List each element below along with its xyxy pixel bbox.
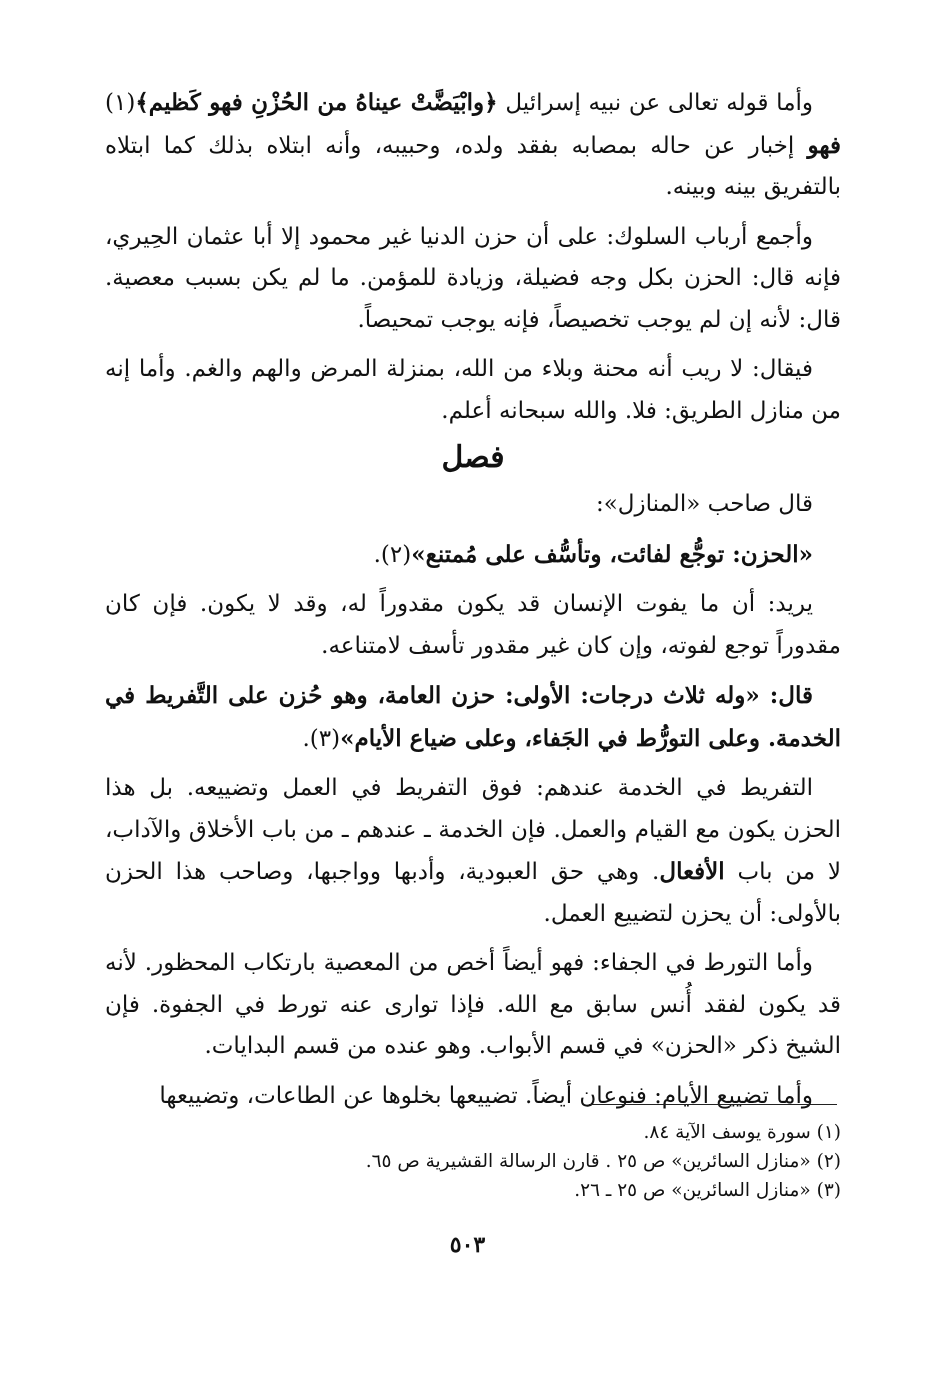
paragraph [105,1076,841,1118]
paragraph [105,675,841,760]
lower-text [105,484,841,1125]
bold-text-segment: فهو [807,131,841,159]
text-segment: (٣). [302,725,341,752]
bold-text-segment: الأفعال [659,858,725,885]
footnote: (٢) «منازل السائرين» ص ٢٥ . قارن الرسالة القشيرية ص ٦٥. [365,1151,841,1172]
text-segment: وأجمع أرباب السلوك: على أن حزن الدنيا غير محمود إلا أبا عثمان الحِيري، فإنه قال: الحزن بكل وجه فضيلة، وزيادة للمؤمن. ما لم يكن بسبب معصية. قال: لأنه إن لم يوجب تخصيصاً، فإنه يوجب تمحيصاً. [105,223,841,333]
text-segment: وأما قوله تعالى عن نبيه إسرائيل [497,90,814,116]
paragraph [105,82,841,209]
bold-text-segment: ﴿وابْيَضَّتْ عيناهُ من الحُزْنِ فهو كَظيم﴾ [135,89,498,116]
paragraph [105,534,841,577]
bold-text-segment: قال: «وله ثلاث درجات: الأولى: حزن العامة، وهو حُزن على التَّفريط في الخدمة. وعلى التورُّط في الجَفاء، وعلى ضياع الأيام» [105,682,841,752]
paragraph [105,584,841,667]
text-segment: (١) [105,90,136,116]
upper-text [105,82,841,440]
text-segment: إخبار عن حاله بمصابه بفقد ولده، وحبيبه، وأنه ابتلاه بذلك كما ابتلاه بالتفريق بينه وبينه. [105,132,841,200]
footnote: (١) سورة يوسف الآية ٨٤. [643,1122,841,1143]
footnote-rule [589,1104,837,1105]
footnote: (٣) «منازل السائرين» ص ٢٥ ـ ٢٦. [574,1180,841,1201]
text-segment: . وهي حق العبودية، وأدبها وواجبها، وصاحب هذا الحزن بالأولى: أن يحزن لتضييع العمل. [105,859,841,927]
text-segment: قال صاحب «المنازل»: [595,491,813,517]
footnotes [105,1118,841,1205]
paragraph [105,943,841,1068]
paragraph [105,217,841,342]
section-heading: فصل [441,440,505,475]
text-segment: وأما التورط في الجفاء: فهو أيضاً أخص من المعصية بارتكاب المحظور. لأنه قد يكون لفقد أُنس سابق مع الله. فإذا توارى عنه تورط في الجفوة. فإن الشيخ ذكر «الحزن» في قسم الأبواب. وهو عنده من قسم البدايات. [105,950,841,1059]
paragraph [105,484,841,526]
paragraph [105,768,841,935]
text-segment: (٢). [373,541,412,568]
paragraph [105,349,841,432]
text-segment: يريد: أن ما يفوت الإنسان قد يكون مقدوراً له، وقد لا يكون. فإن كان مقدوراً توجع لفوته، وإن كان غير مقدور تأسف لامتناعه. [105,591,841,659]
text-segment: التفريط في الخدمة عندهم: فوق التفريط في العمل وتضييعه. بل هذا الحزن يكون مع القيام والعمل. فإن الخدمة ـ عندهم ـ من باب الأخلاق والآداب، لا من باب [105,775,841,885]
section-heading-wrap [105,428,841,492]
text-segment: فيقال: لا ريب أنه محنة وبلاء من الله، بمنزلة المرض والهم والغم. وأما إنه من منازل الطريق: فلا. والله سبحانه أعلم. [105,356,841,424]
bold-text-segment: «الحزن: توجُّع لفائت، وتأسُّف على مُمتنع» [411,540,813,568]
text-segment: وأما تضييع الأيام: فنوعان أيضاً. تضييعها بخلوها عن الطاعات، وتضييعها [159,1082,813,1109]
page-number: ٥٠٣ [449,1232,486,1258]
